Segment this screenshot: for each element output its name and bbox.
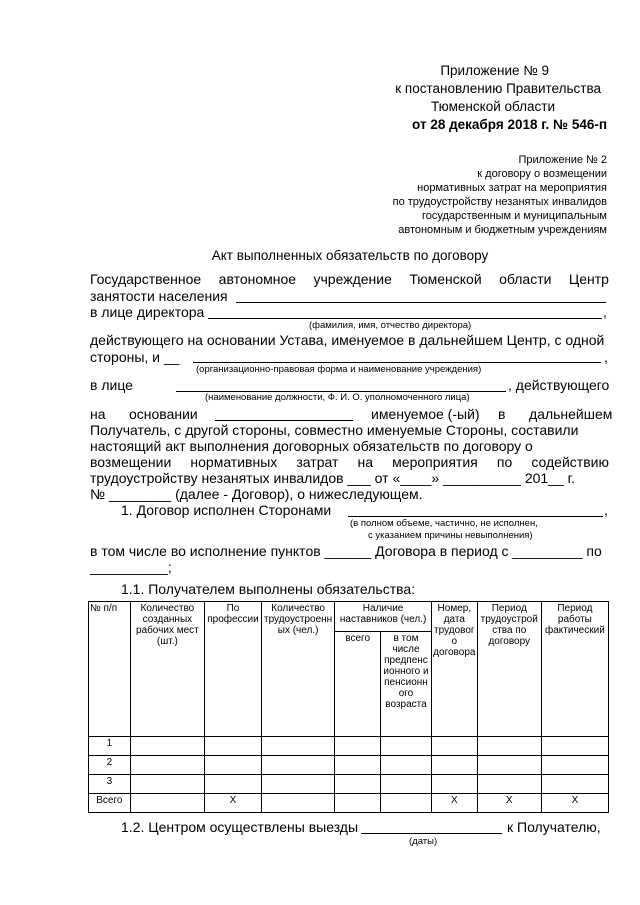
- header-num: № п/п: [89, 602, 131, 737]
- comma: ,: [603, 304, 607, 320]
- dates-caption: (даты): [409, 836, 438, 847]
- period-end-line: __________;: [90, 559, 172, 575]
- text-word: Тюменской: [409, 271, 482, 287]
- header-mentors: Наличие наставников (чел.): [335, 602, 432, 632]
- contract-date-line: трудоустройству незанятых инвалидов ___ от «____» __________ 201__ г.: [90, 470, 575, 486]
- appendix-9-line2: к постановлению Правительства: [395, 81, 601, 96]
- row-number: 2: [89, 756, 131, 775]
- table-row: [89, 737, 609, 756]
- table-cell[interactable]: [205, 737, 262, 756]
- director-label: в лице директора: [90, 304, 205, 320]
- table-row: [89, 756, 609, 775]
- table-cell: X: [205, 794, 262, 813]
- header-jobs: Количество созданных рабочих мест (шт.): [130, 602, 204, 737]
- director-field[interactable]: [208, 318, 602, 319]
- comma: ,: [604, 349, 608, 365]
- other-party-label: стороны, и __: [90, 349, 180, 365]
- table-cell[interactable]: [130, 775, 204, 794]
- table-cell[interactable]: [431, 737, 477, 756]
- table-cell[interactable]: [335, 794, 381, 813]
- header-period-contract: Период трудоустройства по договору: [477, 602, 541, 737]
- table-cell[interactable]: [261, 756, 334, 775]
- total-label: Всего: [89, 794, 131, 813]
- header-profession: По профессии: [205, 602, 262, 737]
- basis-field[interactable]: [215, 420, 353, 421]
- table-cell[interactable]: [477, 756, 541, 775]
- table-cell[interactable]: [261, 737, 334, 756]
- text-word: именуемое (-ый): [371, 406, 480, 422]
- appendix-9-line4: от 28 декабря 2018 г. № 546-п: [412, 117, 607, 132]
- table-cell[interactable]: [130, 756, 204, 775]
- table-cell[interactable]: [130, 737, 204, 756]
- table-cell[interactable]: [130, 794, 204, 813]
- execution-field[interactable]: [348, 516, 603, 517]
- header-employed: Количество трудоустроенных (чел.): [261, 602, 334, 737]
- text-word: содействию: [531, 454, 609, 470]
- director-caption: (фамилия, имя, отчество директора): [309, 320, 472, 331]
- text-word: автономное: [218, 271, 297, 287]
- acting-label: , действующего: [508, 377, 610, 393]
- table-cell[interactable]: [261, 775, 334, 794]
- header-contract-number-date: Номер, дата трудового договора: [431, 602, 477, 737]
- comma: ,: [604, 502, 608, 518]
- execution-caption-2: с указанием причины невыполнения): [368, 530, 533, 541]
- header-period-actual: Период работы фактический: [541, 602, 608, 737]
- employment-center-label: занятости населения: [90, 288, 228, 304]
- table-cell[interactable]: [431, 775, 477, 794]
- table-cell: X: [477, 794, 541, 813]
- table-cell[interactable]: [381, 775, 432, 794]
- organization-caption: (организационно-правовая форма и наименование учреждения): [196, 364, 482, 375]
- representative-label: в лице: [90, 377, 133, 393]
- table-cell: X: [431, 794, 477, 813]
- employment-center-field[interactable]: [236, 302, 606, 303]
- row-number: 1: [89, 737, 131, 756]
- table-cell[interactable]: [335, 737, 381, 756]
- table-cell[interactable]: [541, 737, 608, 756]
- table-cell[interactable]: [541, 775, 608, 794]
- table-cell[interactable]: [205, 756, 262, 775]
- organization-field[interactable]: [193, 362, 601, 363]
- table-cell[interactable]: [381, 794, 432, 813]
- appendix-2-line3: нормативных затрат на мероприятия: [417, 182, 607, 194]
- visits-label: 1.2. Центром осуществлены выезды: [121, 819, 359, 835]
- document-title: Акт выполненных обязательств по договору: [211, 248, 489, 263]
- table-cell[interactable]: [335, 775, 381, 794]
- table-total-row: [89, 794, 609, 813]
- appendix-2-line5: государственным и муниципальным: [421, 210, 607, 222]
- text-word: Центр: [568, 271, 609, 287]
- header-mentors-preretirement: в том числе предпенсионного и пенсионного возраста: [381, 632, 432, 737]
- execution-label: 1. Договор исполнен Сторонами: [121, 502, 332, 518]
- table-cell[interactable]: [205, 775, 262, 794]
- clauses-line: в том числе во исполнение пунктов ______ Договора в период с _________ по: [90, 543, 602, 559]
- table-cell[interactable]: [541, 756, 608, 775]
- table-cell[interactable]: [261, 794, 334, 813]
- text-word: Государственное: [90, 271, 202, 287]
- table-cell[interactable]: [431, 756, 477, 775]
- charter-line: действующего на основании Устава, именуемое в дальнейшем Центр, с одной: [90, 332, 605, 348]
- text-word: области: [499, 271, 552, 287]
- appendix-2-line1: Приложение № 2: [518, 154, 607, 166]
- execution-caption-1: (в полном объеме, частично, не исполнен,: [350, 518, 538, 529]
- appendix-2-line4: по трудоустройству незанятых инвалидов: [392, 196, 607, 208]
- appendix-9-line1: Приложение № 9: [440, 63, 549, 78]
- text-word: в: [498, 406, 506, 422]
- text-word: затрат: [296, 454, 339, 470]
- text-word: мероприятия: [392, 454, 478, 470]
- text-word: на: [357, 454, 374, 470]
- representative-caption: (наименование должности, Ф. И. О. уполномоченного лица): [205, 392, 470, 403]
- act-line: настоящий акт выполнения договорных обязательств по договору о: [90, 438, 533, 454]
- header-mentors-total: всего: [335, 632, 381, 737]
- table-row: [89, 775, 609, 794]
- to-recipient-label: к Получателю,: [507, 819, 601, 835]
- row-number: 3: [89, 775, 131, 794]
- obligations-table: [88, 601, 609, 813]
- appendix-2-line6: автономным и бюджетным учреждениям: [398, 224, 607, 236]
- contract-number-line: № ________ (далее - Договор), о нижеследующем.: [90, 486, 423, 502]
- text-word: дальнейшем: [529, 406, 613, 422]
- text-word: возмещении: [90, 454, 172, 470]
- reimbursement-line: [90, 454, 609, 470]
- org-line: [90, 271, 609, 287]
- table-cell[interactable]: [477, 775, 541, 794]
- appendix-2-line2: к договору о возмещении: [477, 168, 607, 180]
- appendix-9-line3: Тюменской области: [431, 99, 555, 114]
- parties-line: Получатель, с другой стороны, совместно именуемые Стороны, составили: [90, 422, 579, 438]
- table-cell[interactable]: [381, 737, 432, 756]
- text-word: основании: [129, 406, 198, 422]
- section-heading-1-1: 1.1. Получателем выполнены обязательства:: [121, 581, 416, 597]
- text-word: по: [496, 454, 513, 470]
- table-cell: X: [541, 794, 608, 813]
- text-word: учреждение: [313, 271, 392, 287]
- text-word: на: [90, 406, 106, 422]
- table-cell[interactable]: [477, 737, 541, 756]
- table-cell[interactable]: [335, 756, 381, 775]
- visits-dates-field[interactable]: [361, 833, 502, 834]
- table-cell[interactable]: [381, 756, 432, 775]
- text-word: нормативных: [190, 454, 278, 470]
